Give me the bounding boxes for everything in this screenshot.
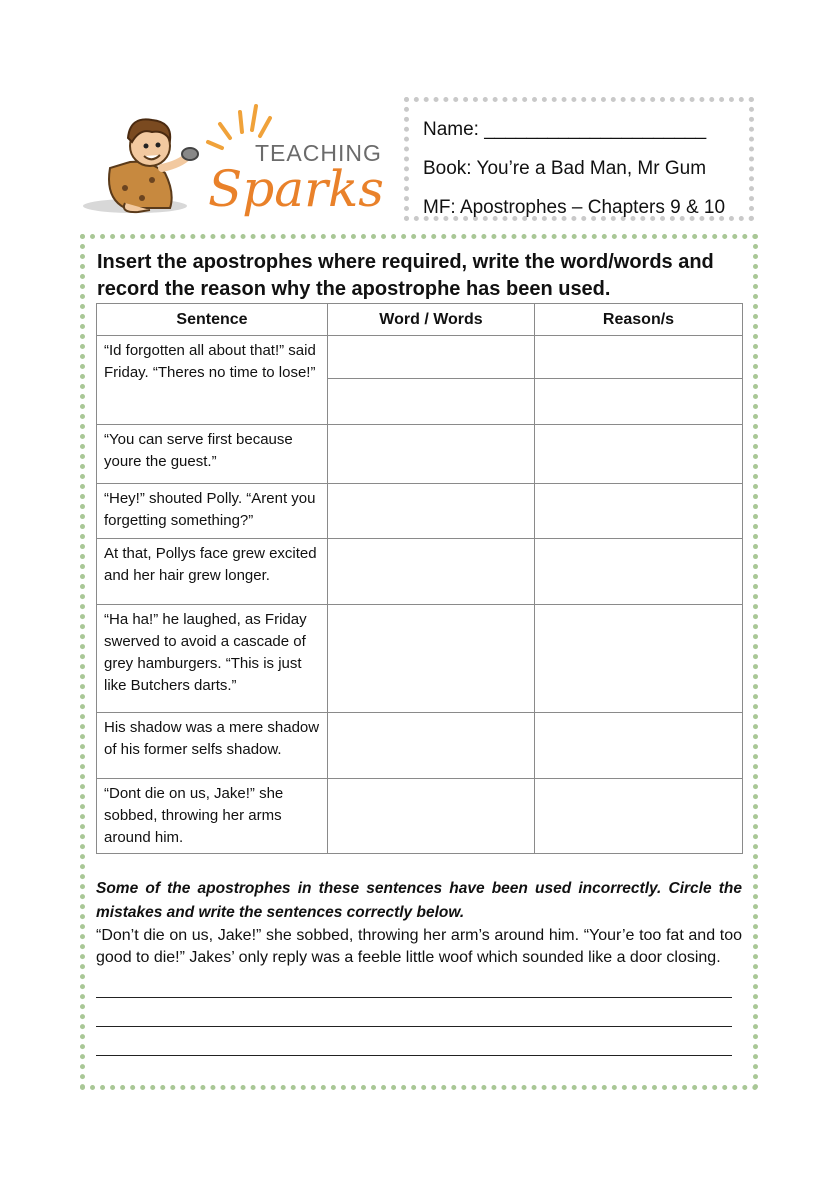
sentence-cell: “Dont die on us, Jake!” she sobbed, throwing her arms around him. (97, 779, 328, 854)
reason-answer-cell[interactable] (535, 779, 743, 854)
topic-label: MF: Apostrophes – Chapters 9 & 10 (423, 197, 726, 218)
correction-instructions: Some of the apostrophes in these sentences have been used incorrectly. Circle the mistakes and write the sentences correctly below. (96, 880, 742, 921)
col-header-sentence: Sentence (97, 304, 328, 336)
name-field-label: Name: _____________________ (423, 119, 707, 140)
table-row (97, 605, 743, 713)
apostrophe-table (96, 303, 743, 854)
table-row (97, 539, 743, 605)
col-header-words: Word / Words (328, 304, 535, 336)
worksheet-panel (80, 234, 758, 1090)
student-info-box (404, 97, 754, 221)
sentence-cell: “Id forgotten all about that!” said Friday. “Theres no time to lose!” (97, 336, 328, 425)
reason-answer-cell[interactable] (535, 713, 743, 779)
words-answer-cell[interactable] (328, 336, 535, 379)
words-answer-cell[interactable] (328, 539, 535, 605)
table-row (97, 484, 743, 539)
brand-line2: Sparks (208, 160, 384, 218)
reason-answer-cell[interactable] (535, 605, 743, 713)
col-header-reason: Reason/s (535, 304, 743, 336)
table-row (97, 336, 743, 379)
caveman-mascot-icon (80, 98, 400, 223)
table-row (97, 713, 743, 779)
reason-answer-cell[interactable] (535, 484, 743, 539)
sentence-cell: “Ha ha!” he laughed, as Friday swerved to avoid a cascade of grey hamburgers. “This is just like Butchers darts.” (97, 605, 328, 713)
words-answer-cell[interactable] (328, 379, 535, 425)
table-header-row (97, 304, 743, 336)
sentence-cell: At that, Pollys face grew excited and her hair grew longer. (97, 539, 328, 605)
words-answer-cell[interactable] (328, 484, 535, 539)
book-title: Book: You’re a Bad Man, Mr Gum (423, 158, 707, 179)
words-answer-cell[interactable] (328, 779, 535, 854)
reason-answer-cell[interactable] (535, 425, 743, 484)
reason-answer-cell[interactable] (535, 539, 743, 605)
instructions: Insert the apostrophes where required, write the word/words and record the reason why the apostrophe has been used. (97, 251, 714, 300)
brand-line1: TEACHING (255, 140, 382, 166)
words-answer-cell[interactable] (328, 425, 535, 484)
words-answer-cell[interactable] (328, 713, 535, 779)
table-row (97, 779, 743, 854)
correction-section (96, 877, 742, 1056)
answer-line[interactable] (96, 998, 732, 1027)
reason-answer-cell[interactable] (535, 379, 743, 425)
answer-line[interactable] (96, 1027, 732, 1056)
teaching-sparks-logo (80, 98, 400, 223)
reason-answer-cell[interactable] (535, 336, 743, 379)
table-row (97, 425, 743, 484)
sentence-cell: His shadow was a mere shadow of his former selfs shadow. (97, 713, 328, 779)
answer-line[interactable] (96, 969, 732, 998)
sentence-cell: “You can serve first because youre the guest.” (97, 425, 328, 484)
incorrect-passage: “Don’t die on us, Jake!” she sobbed, throwing her arm’s around him. “Your’e too fat and too good to die!” Jakes’ only reply was a feeble little woof which sounded like a door closing. (96, 927, 742, 966)
words-answer-cell[interactable] (328, 605, 535, 713)
sentence-cell: “Hey!” shouted Polly. “Arent you forgetting something?” (97, 484, 328, 539)
